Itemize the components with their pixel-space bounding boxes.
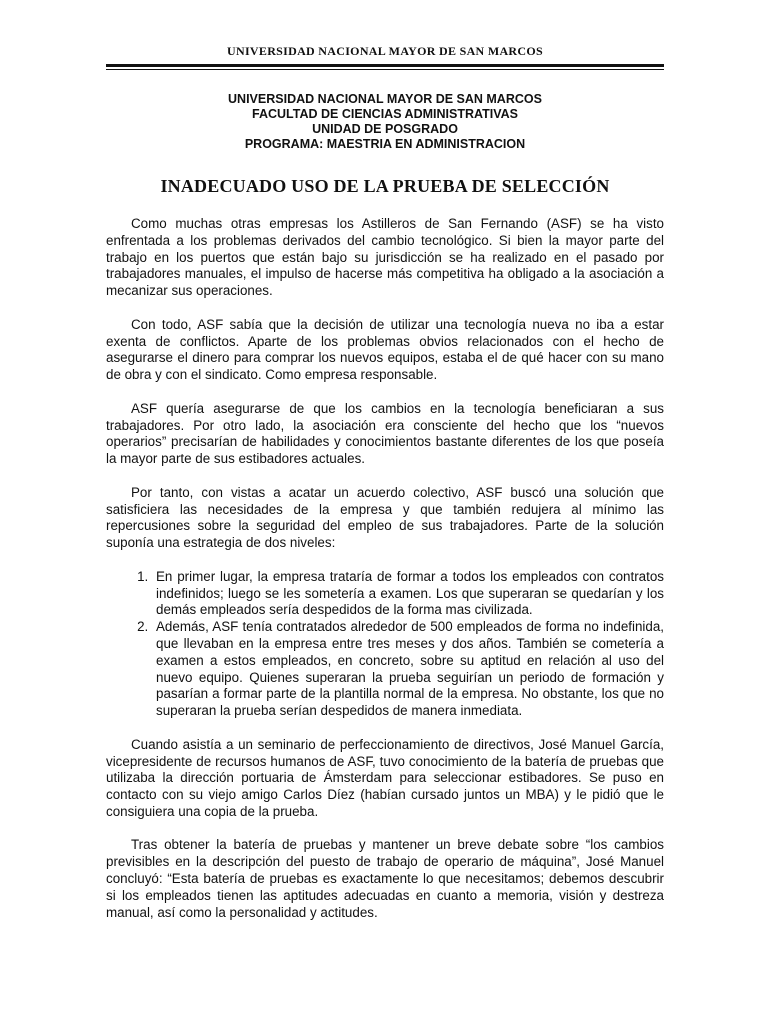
list-item: 2. Además, ASF tenía contratados alrededor de 500 empleados de forma no indefinida, que llevaban en la empresa entre tres meses y dos años. También se cometería a examen a estos empleados, en concreto, sobre su aptitud en relación al uso del nuevo equipo. Quienes superaran la prueba seguirían un periodo de formación y pasarían a formar parte de la plantilla normal de la empresa. No obstante, los que no superaran la prueba serían despedidos de manera inmediata. (152, 619, 664, 720)
paragraph-5: Cuando asistía a un seminario de perfeccionamiento de directivos, José Manuel García, vicepresidente de recursos humanos de ASF, tuvo conocimiento de la batería de pruebas que utilizaba la dirección portuaria de Ámsterdam para seleccionar estibadores. Se puso en contacto con su viejo amigo Carlos Díez (habían cursado juntos un MBA) y le pidió que le consiguiera una copia de la prueba. (106, 736, 664, 819)
document-title: INADECUADO USO DE LA PRUEBA DE SELECCIÓN (160, 176, 610, 196)
header-rule-thick (106, 64, 664, 67)
paragraph-1: Como muchas otras empresas los Astilleros de San Fernando (ASF) se ha visto enfrentada a los problemas derivados del cambio tecnológico. Si bien la mayor parte del trabajo en los puertos que están bajo su jurisdicción se ha realizado en el pasado por trabajadores manuales, el impulso de hacerse más competitiva ha obligado a la asociación a mecanizar sus operaciones. (106, 216, 664, 299)
running-header: UNIVERSIDAD NACIONAL MAYOR DE SAN MARCOS (227, 44, 543, 58)
paragraph-4: Por tanto, con vistas a acatar un acuerdo colectivo, ASF buscó una solución que satisficiera las necesidades de la empresa y que también redujera al mínimo las repercusiones sobre la seguridad del empleo de sus trabajadores. Parte de la solución suponía una estrategia de dos niveles: (106, 484, 664, 551)
strategy-list (106, 569, 664, 720)
paragraph-2: Con todo, ASF sabía que la decisión de utilizar una tecnología nueva no iba a estar exenta de conflictos. Aparte de los problemas obvios relacionados con el hecho de asegurarse el dinero para comprar los nuevos equipos, estaba el de qué hacer con su mano de obra y con el sindicato. Como empresa responsable. (106, 316, 664, 383)
list-item: 1. En primer lugar, la empresa trataría de formar a todos los empleados con contratos indefinidos; luego se les sometería a examen. Los que superaran se quedarían y los demás empleados sería despedidos de la forma mas civilizada. (152, 569, 664, 619)
institution-block (106, 92, 664, 152)
paragraph-3: ASF quería asegurarse de que los cambios en la tecnología beneficiaran a sus trabajadores. Por otro lado, la asociación era consciente del hecho que los “nuevos operarios” precisarían de habilidades y conocimientos bastante diferentes de los que poseía la mayor parte de sus estibadores actuales. (106, 400, 664, 467)
header-rule-thin (106, 69, 664, 70)
institution-unit: UNIDAD DE POSGRADO (312, 122, 458, 136)
paragraph-6: Tras obtener la batería de pruebas y mantener un breve debate sobre “los cambios previsibles en la descripción del puesto de trabajo de operario de máquina”, José Manuel concluyó: “Esta batería de pruebas es exactamente lo que necesitamos; debemos descubrir si los empleados tienen las aptitudes adecuadas en cuanto a memoria, visión y destreza manual, así como la personalidad y actitudes. (106, 837, 664, 920)
institution-faculty: FACULTAD DE CIENCIAS ADMINISTRATIVAS (252, 107, 518, 121)
institution-program: PROGRAMA: MAESTRIA EN ADMINISTRACION (244, 137, 526, 151)
document-body (106, 216, 664, 938)
institution-university: UNIVERSIDAD NACIONAL MAYOR DE SAN MARCOS (228, 92, 542, 106)
